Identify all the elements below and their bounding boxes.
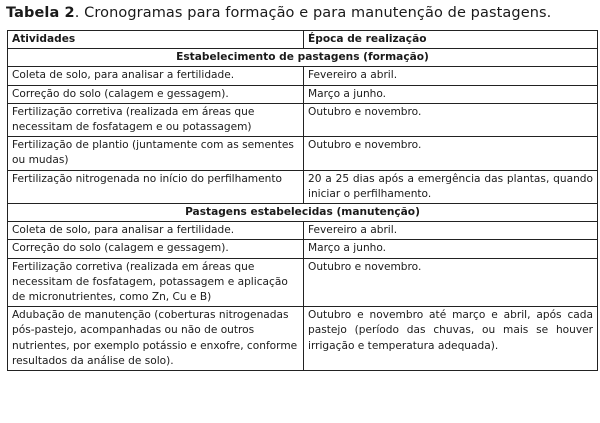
- header-row: [8, 31, 598, 49]
- activity-cell: Coleta de solo, para analisar a fertilidade.: [8, 67, 304, 85]
- period-cell: Março a junho.: [304, 85, 598, 103]
- activity-cell: Correção do solo (calagem e gessagem).: [8, 85, 304, 103]
- table-caption: [6, 4, 551, 22]
- header-activities: Atividades: [8, 31, 304, 49]
- activity-cell: Fertilização nitrogenada no início do perfilhamento: [8, 170, 304, 203]
- period-cell: Outubro e novembro até março e abril, após cada pastejo (período das chuvas, ou mais se houver irrigação e temperatura adequada).: [304, 307, 598, 371]
- table-row: [8, 170, 598, 203]
- table-row: [8, 240, 598, 258]
- period-cell: Março a junho.: [304, 240, 598, 258]
- period-cell: 20 a 25 dias após a emergência das plantas, quando iniciar o perfilhamento.: [304, 170, 598, 203]
- header-period: Época de realização: [304, 31, 598, 49]
- section-row: [8, 49, 598, 67]
- period-cell: Outubro e novembro.: [304, 103, 598, 136]
- period-cell: Outubro e novembro.: [304, 258, 598, 307]
- section-title: Estabelecimento de pastagens (formação): [8, 49, 598, 67]
- period-cell: Fevereiro a abril.: [304, 67, 598, 85]
- table-row: [8, 307, 598, 371]
- period-cell: Fevereiro a abril.: [304, 222, 598, 240]
- table-row: [8, 85, 598, 103]
- activity-cell: Correção do solo (calagem e gessagem).: [8, 240, 304, 258]
- period-cell: Outubro e novembro.: [304, 137, 598, 170]
- table-row: [8, 137, 598, 170]
- activity-cell: Coleta de solo, para analisar a fertilidade.: [8, 222, 304, 240]
- activity-cell: Fertilização corretiva (realizada em áreas que necessitam de fosfatagem e ou potassagem): [8, 103, 304, 136]
- section-title: Pastagens estabelecidas (manutenção): [8, 204, 598, 222]
- table-caption-label: Tabela 2: [6, 5, 75, 21]
- table-row: [8, 103, 598, 136]
- table-row: [8, 258, 598, 307]
- section-row: [8, 204, 598, 222]
- activity-cell: Adubação de manutenção (coberturas nitrogenadas pós-pastejo, acompanhadas ou não de outros nutrientes, por exemplo potássio e enxofre, conforme resultados da análise de solo).: [8, 307, 304, 371]
- table-row: [8, 67, 598, 85]
- table-row: [8, 222, 598, 240]
- activity-cell: Fertilização de plantio (juntamente com as sementes ou mudas): [8, 137, 304, 170]
- table-caption-text: . Cronogramas para formação e para manutenção de pastagens.: [74, 5, 552, 21]
- activity-cell: Fertilização corretiva (realizada em áreas que necessitam de fosfatagem, potassagem e aplicação de micronutrientes, como Zn, Cu e B): [8, 258, 304, 307]
- schedule-table: [7, 30, 598, 371]
